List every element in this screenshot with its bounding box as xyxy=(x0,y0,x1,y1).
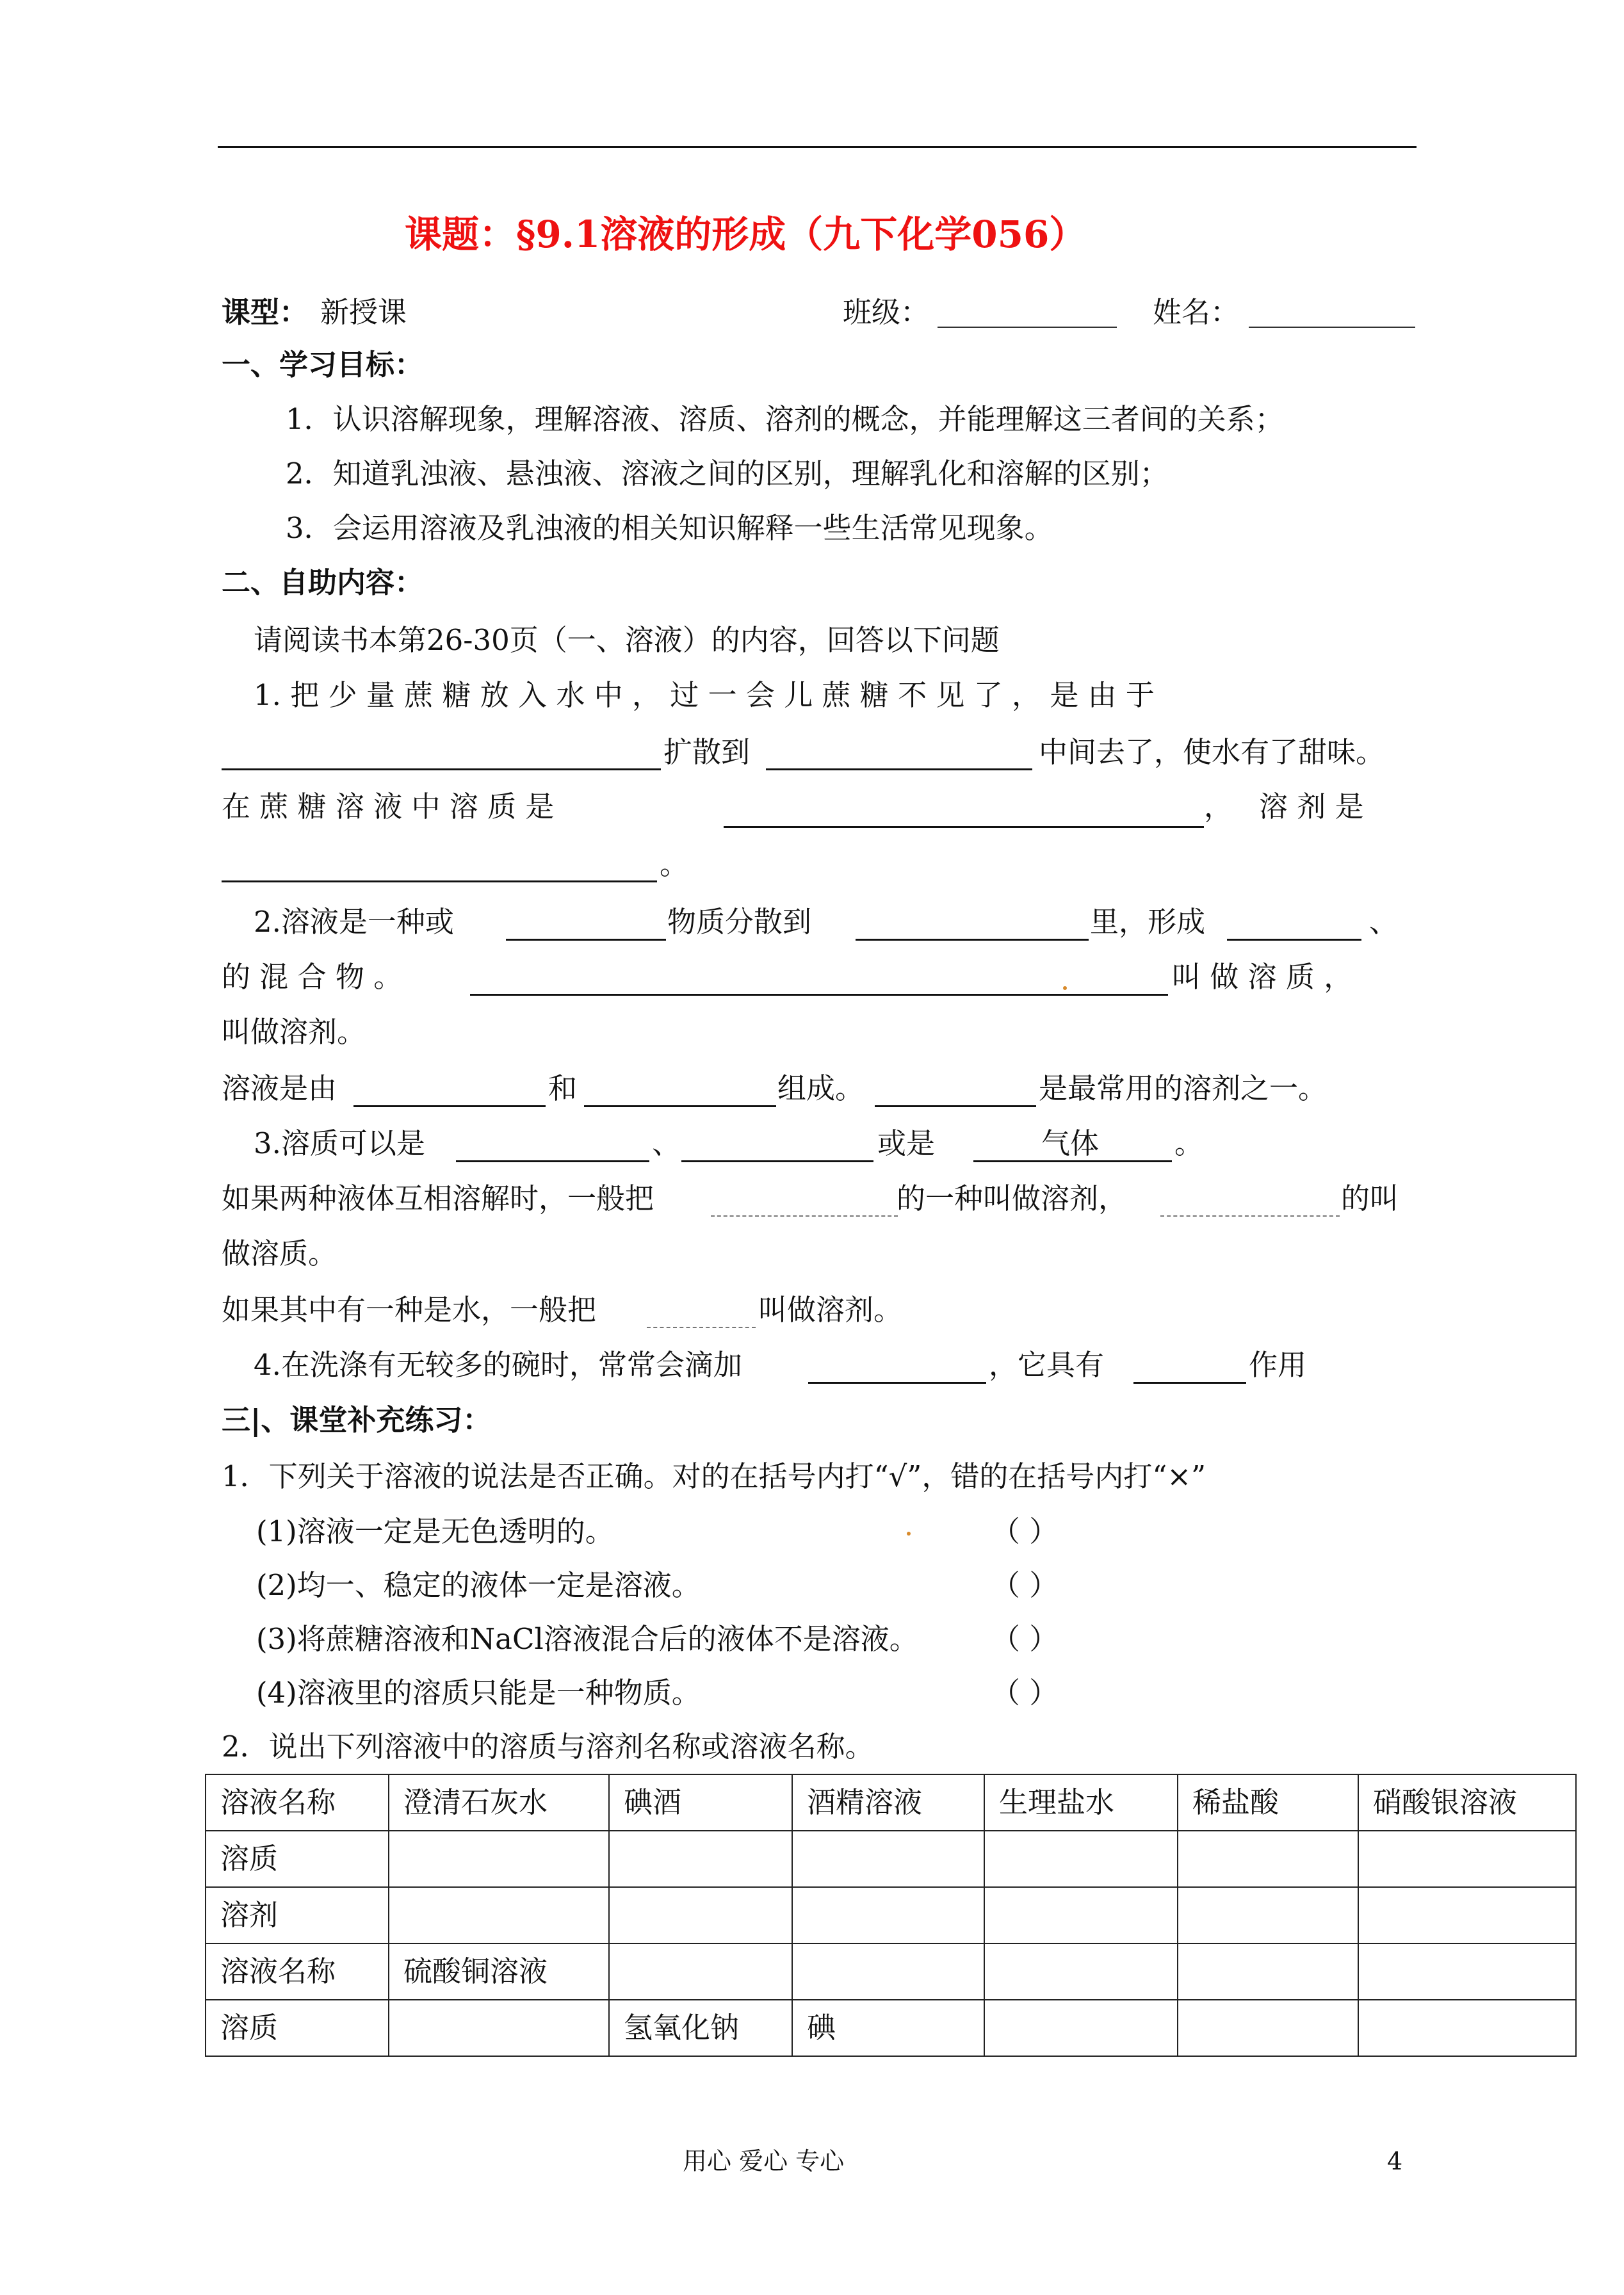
q3-water-text-b: 叫做溶剂。 xyxy=(758,1293,903,1327)
table-cell: 酒精溶液 xyxy=(792,1774,984,1831)
table-cell-answer[interactable] xyxy=(1358,1887,1576,1943)
q1-period: 。 xyxy=(660,847,689,881)
q3-blank-4[interactable] xyxy=(1160,1215,1340,1217)
objective-1: 1．认识溶解现象，理解溶液、溶质、溶剂的概念，并能理解这三者间的关系； xyxy=(286,402,1284,436)
q1-line1: 1. 把 少 量 蔗 糖 放 入 水 中 ， 过 一 会 儿 蔗 糖 不 见 了 ， 是 由 于 xyxy=(254,678,1155,712)
q2-blank-1[interactable] xyxy=(506,939,666,941)
table-cell: 稀盐酸 xyxy=(1178,1774,1358,1831)
q1-diffuse-text: 扩散到 xyxy=(663,735,751,769)
table-cell-answer[interactable] xyxy=(984,2000,1178,2056)
objective-2: 2．知道乳浊液、悬浊液、溶液之间的区别，理解乳化和溶解的区别； xyxy=(286,457,1169,491)
statement-4: (4)溶液里的溶质只能是一种物质。 xyxy=(256,1676,701,1710)
statement-3: (3)将蔗糖溶液和NaCl溶液混合后的液体不是溶液。 xyxy=(256,1622,918,1656)
q2-text-c: 里，形成 xyxy=(1090,905,1206,939)
table-cell: 溶质 xyxy=(206,1831,389,1887)
table-cell-answer[interactable] xyxy=(792,1943,984,2000)
table-row xyxy=(206,1774,1576,1831)
q4-text-c: 作用 xyxy=(1249,1348,1307,1382)
table-cell-answer[interactable] xyxy=(984,1943,1178,2000)
table-cell-answer[interactable] xyxy=(792,1887,984,1943)
footer-motto: 用心 爱心 专心 xyxy=(683,2147,845,2175)
q2-blank-5[interactable] xyxy=(584,1105,776,1107)
section-3-heading: 三|、课堂补充练习： xyxy=(222,1403,492,1437)
page-title: 课题：§9.1溶液的形成（九下化学056） xyxy=(405,213,1087,256)
table-cell-answer[interactable] xyxy=(984,1887,1178,1943)
statement-2: (2)均一、稳定的液体一定是溶液。 xyxy=(256,1568,701,1602)
q3-period: 。 xyxy=(1174,1126,1204,1160)
q3-water-text-a: 如果其中有一种是水，一般把 xyxy=(222,1293,597,1327)
q3-text-b: 、 xyxy=(652,1126,681,1160)
answer-paren-2[interactable]: （ ） xyxy=(991,1568,1059,1602)
table-row xyxy=(206,2000,1576,2056)
table-cell: 溶剂 xyxy=(206,1887,389,1943)
table-cell-answer[interactable] xyxy=(984,1831,1178,1887)
q2-blank-2[interactable] xyxy=(856,939,1089,941)
q3-blank-2[interactable] xyxy=(681,1160,873,1162)
table-cell: 溶液名称 xyxy=(206,1943,389,2000)
class-label: 班级： xyxy=(843,295,930,329)
q3-blank-1[interactable] xyxy=(456,1160,649,1162)
table-cell: 硫酸铜溶液 xyxy=(389,1943,609,2000)
q1-solvent-text: 溶 剂 是 xyxy=(1259,790,1364,823)
statement-1: (1)溶液一定是无色透明的。 xyxy=(256,1514,614,1548)
class-blank[interactable] xyxy=(938,327,1117,328)
q2-text-a: 2.溶液是一种或 xyxy=(254,905,454,939)
table-cell-answer[interactable] xyxy=(609,1831,792,1887)
q3-two-liquids-c: 的叫 xyxy=(1341,1181,1399,1215)
q2-text-d: 、 xyxy=(1369,905,1399,939)
table-cell-answer[interactable] xyxy=(1358,1943,1576,2000)
table-cell-answer[interactable] xyxy=(389,2000,609,2056)
table-cell: 澄清石灰水 xyxy=(389,1774,609,1831)
table-cell-answer[interactable] xyxy=(1178,1831,1358,1887)
table-cell-answer[interactable] xyxy=(609,1943,792,2000)
table-cell-answer[interactable] xyxy=(609,1887,792,1943)
reading-instruction: 请阅读书本第26-30页（一、溶液）的内容，回答以下问题 xyxy=(254,623,1000,657)
solution-table xyxy=(205,1774,1577,2057)
q2-blank-3[interactable] xyxy=(1227,939,1361,941)
q1-solvent-blank[interactable] xyxy=(222,880,657,882)
student-name-label: 姓名： xyxy=(1153,295,1240,329)
table-cell: 溶质 xyxy=(206,2000,389,2056)
q3-text-c: 或是 xyxy=(877,1126,936,1160)
table-cell: 碘酒 xyxy=(609,1774,792,1831)
q1-solute-blank[interactable] xyxy=(724,826,1204,828)
q4-blank-1[interactable] xyxy=(808,1382,986,1384)
student-name-blank[interactable] xyxy=(1249,327,1415,328)
q3-blank-5[interactable] xyxy=(647,1327,756,1328)
q4-text-b: ，它具有 xyxy=(989,1348,1105,1382)
table-cell: 硝酸银溶液 xyxy=(1358,1774,1576,1831)
table-cell: 氢氧化钠 xyxy=(609,2000,792,2056)
table-cell-answer[interactable] xyxy=(1358,2000,1576,2056)
section-1-heading: 一、学习目标： xyxy=(222,348,424,382)
q2-composed-text-b: 和 xyxy=(548,1071,578,1105)
objective-3: 3．会运用溶液及乳浊液的相关知识解释一些生活常见现象。 xyxy=(286,511,1053,545)
q3-two-liquids-a: 如果两种液体互相溶解时，一般把 xyxy=(222,1181,654,1215)
answer-paren-3[interactable]: （ ） xyxy=(991,1622,1059,1656)
answer-paren-1[interactable]: （ ） xyxy=(991,1514,1059,1548)
answer-paren-4[interactable]: （ ） xyxy=(991,1676,1059,1710)
q1-blank-2[interactable] xyxy=(766,768,1032,770)
stray-mark xyxy=(1063,986,1067,990)
header-rule xyxy=(218,146,1417,148)
q2-text-b: 物质分散到 xyxy=(667,905,812,939)
q2-composed-text-c: 组成。 xyxy=(777,1071,865,1105)
q1-comma: ， xyxy=(1204,790,1233,823)
lesson-type-label: 课型： xyxy=(222,295,309,329)
q3-blank-3[interactable] xyxy=(711,1215,898,1217)
q2-solvent-text: 叫做溶剂。 xyxy=(222,1015,366,1049)
q3-two-liquids-b: 的一种叫做溶剂， xyxy=(897,1181,1128,1215)
section-2-heading: 二、自助内容： xyxy=(222,565,424,599)
table-cell-answer[interactable] xyxy=(389,1831,609,1887)
table-cell: 生理盐水 xyxy=(984,1774,1178,1831)
q1-blank-1[interactable] xyxy=(222,768,661,770)
table-cell-answer[interactable] xyxy=(1358,1831,1576,1887)
table-cell-answer[interactable] xyxy=(1178,1887,1358,1943)
stray-mark-2 xyxy=(907,1532,911,1536)
q4-text-a: 4.在洗涤有无较多的碗时，常常会滴加 xyxy=(254,1348,742,1382)
exercise-2-prompt: 2．说出下列溶液中的溶质与溶剂名称或溶液名称。 xyxy=(222,1730,874,1764)
page-number: 4 xyxy=(1387,2147,1403,2175)
q1-middle-text: 中间去了，使水有了甜味。 xyxy=(1039,735,1385,769)
q2-blank-6[interactable] xyxy=(875,1105,1036,1107)
q3-text-a: 3.溶质可以是 xyxy=(254,1126,425,1160)
q2-mixture-text: 的 混 合 物 。 xyxy=(222,960,403,994)
q4-blank-2[interactable] xyxy=(1133,1382,1246,1384)
q1-solute-text: 在 蔗 糖 溶 液 中 溶 质 是 xyxy=(222,790,555,823)
table-cell: 溶液名称 xyxy=(206,1774,389,1831)
table-row xyxy=(206,1943,1576,2000)
q2-composed-text-d: 是最常用的溶剂之一。 xyxy=(1039,1071,1328,1105)
q2-blank-4[interactable] xyxy=(353,1105,546,1107)
q3-solute-text: 做溶质。 xyxy=(222,1237,337,1270)
table-cell-answer[interactable] xyxy=(1178,1943,1358,2000)
exercise-1-prompt: 1．下列关于溶液的说法是否正确。对的在括号内打“√”，错的在括号内打“×” xyxy=(222,1459,1206,1493)
table-cell-answer[interactable] xyxy=(792,1831,984,1887)
lesson-type-value: 新授课 xyxy=(320,295,407,329)
q2-solute-blank[interactable] xyxy=(470,994,1168,996)
q2-composed-text-a: 溶液是由 xyxy=(222,1071,337,1105)
table-cell-answer[interactable] xyxy=(389,1887,609,1943)
q2-solute-text: 叫 做 溶 质 ， xyxy=(1172,960,1353,994)
table-cell-answer[interactable] xyxy=(1178,2000,1358,2056)
table-row xyxy=(206,1831,1576,1887)
table-row xyxy=(206,1887,1576,1943)
q3-gas-answer: 气体 xyxy=(1041,1126,1100,1160)
table-cell: 碘 xyxy=(792,2000,984,2056)
